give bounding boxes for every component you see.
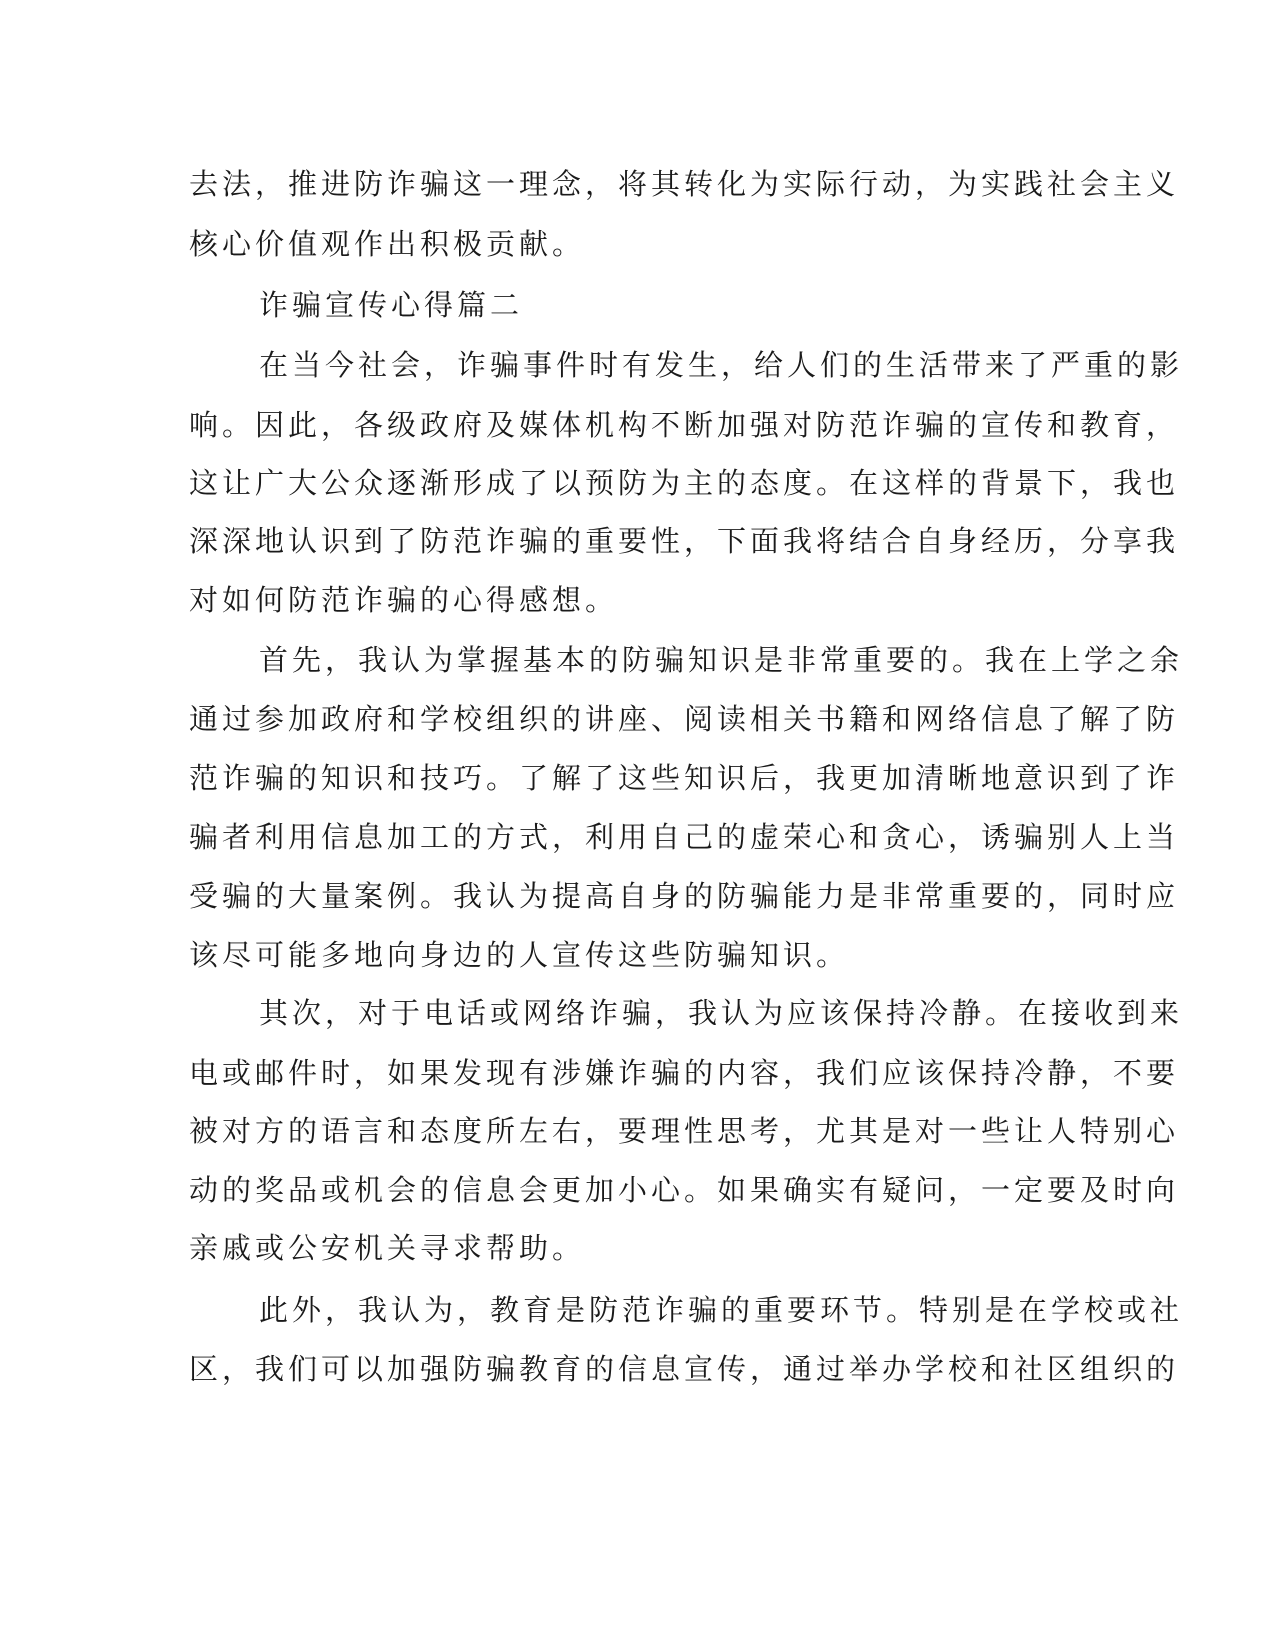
text-line: 此外，我认为，教育是防范诈骗的重要环节。特别是在学校或社 (259, 1293, 1184, 1327)
text-line: 范诈骗的知识和技巧。了解了这些知识后，我更加清晰地意识到了诈 (189, 761, 1180, 795)
text-line: 核心价值观作出积极贡献。 (189, 227, 586, 261)
text-line: 首先，我认为掌握基本的防骗知识是非常重要的。我在上学之余 (259, 643, 1184, 677)
text-line: 该尽可能多地向身边的人宣传这些防骗知识。 (189, 938, 850, 972)
text-line: 对如何防范诈骗的心得感想。 (189, 583, 619, 617)
section-heading: 诈骗宣传心得篇二 (259, 288, 524, 322)
text-line: 受骗的大量案例。我认为提高自身的防骗能力是非常重要的，同时应 (189, 879, 1180, 913)
text-line: 在当今社会，诈骗事件时有发生，给人们的生活带来了严重的影 (259, 348, 1184, 382)
text-line: 深深地认识到了防范诈骗的重要性，下面我将结合自身经历，分享我 (189, 524, 1180, 558)
text-line: 响。因此，各级政府及媒体机构不断加强对防范诈骗的宣传和教育， (189, 408, 1180, 442)
text-line: 动的奖品或机会的信息会更加小心。如果确实有疑问，一定要及时向 (189, 1173, 1180, 1207)
text-line: 电或邮件时，如果发现有涉嫌诈骗的内容，我们应该保持冷静，不要 (189, 1056, 1180, 1090)
text-line: 其次，对于电话或网络诈骗，我认为应该保持冷静。在接收到来 (259, 996, 1184, 1030)
text-line: 区，我们可以加强防骗教育的信息宣传，通过举办学校和社区组织的 (189, 1352, 1180, 1386)
text-line: 通过参加政府和学校组织的讲座、阅读相关书籍和网络信息了解了防 (189, 702, 1180, 736)
text-line: 这让广大公众逐渐形成了以预防为主的态度。在这样的背景下，我也 (189, 466, 1180, 500)
text-line: 被对方的语言和态度所左右，要理性思考，尤其是对一些让人特别心 (189, 1114, 1180, 1148)
text-line: 骗者利用信息加工的方式，利用自己的虚荣心和贪心，诱骗别人上当 (189, 820, 1180, 854)
text-line: 亲戚或公安机关寻求帮助。 (189, 1231, 586, 1265)
text-line: 去法，推进防诈骗这一理念，将其转化为实际行动，为实践社会主义 (189, 167, 1180, 201)
